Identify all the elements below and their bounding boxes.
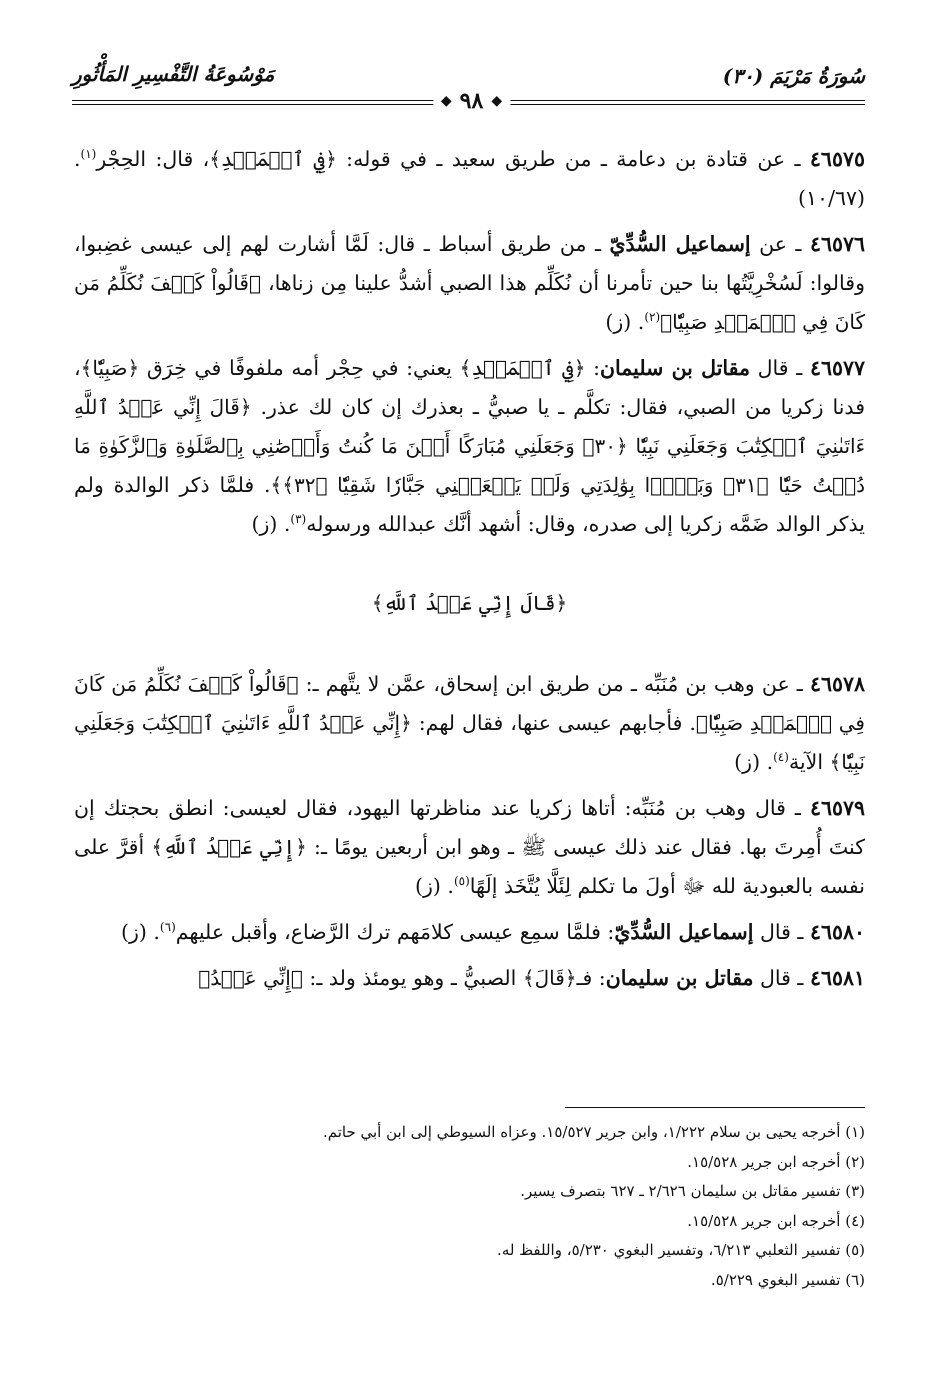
narration-text: ـ قال	[753, 966, 810, 990]
narration-text: : فلمَّا سمِع عيسى كلامَهم ترك الرَّضاع، وأقبل عليهم	[175, 920, 615, 944]
narration-entry	[74, 140, 865, 218]
narration-text: الآية	[788, 750, 830, 774]
narration-text: ـ عن	[750, 232, 810, 256]
narration-text: . (ز)	[251, 512, 291, 536]
footnote: (٤) أخرجه ابن جرير ١٥/٥٢٨.	[687, 1211, 865, 1230]
footnote: (٢) أخرجه ابن جرير ١٥/٥٢٨.	[687, 1152, 865, 1171]
narration-entry	[74, 959, 865, 998]
narration-text: ـ قال	[750, 356, 810, 380]
narrator-name: مقاتل بن سليمان	[605, 966, 754, 990]
main-text	[74, 140, 865, 1005]
narration-text: :	[585, 356, 600, 380]
narration-text: : فـ	[576, 966, 606, 990]
quran-quote: ﴿ صَبِيّٗا ﴾	[81, 356, 140, 380]
quran-quote: ﴿ فِي ٱلۡمَهۡدِ ﴾	[209, 147, 337, 171]
narration-text: يعني: في حِجْر أمه ملفوفًا في خِرَق	[139, 356, 460, 380]
narration-text: ـ عن قتادة بن دعامة ـ من طريق سعيد ـ في قوله:	[336, 147, 810, 171]
narration-number: ٤٦٥٧٥	[809, 147, 865, 171]
narration-number: ٤٦٥٧٩	[809, 796, 865, 820]
page-number: ٩٨	[459, 88, 484, 114]
narration-text: . فلمَّا ذكر الوالدة ولم يذكر الوالد ضَمَّه زكريا إلى صدره، وقال: أشهد أنَّك عبدالله ورسوله	[74, 473, 865, 536]
surah-title: سُورَةُ مَرْيَمَ (٣٠)	[722, 64, 865, 88]
narration-text: الصبيُّ ـ وهو يومئذ ولد ـ:	[302, 966, 523, 990]
footnote-ref[interactable]: (٦)	[159, 920, 176, 935]
section-heading-quote: ﴿ قَالَ إِنِّي عَبۡدُ ٱللَّهِ ﴾	[372, 591, 567, 615]
narrator-name: إسماعيل السُّدِّيّ	[614, 920, 754, 944]
quran-quote: ﴿ إِنِّي عَبۡدُ ٱللَّهِ ﴾	[151, 835, 306, 859]
narration-number: ٤٦٥٨١	[809, 966, 865, 990]
section-heading	[74, 584, 865, 623]
quran-quote: ﴿ فِي ٱلۡمَهۡدِ ﴾	[460, 356, 586, 380]
quran-quote: ﴿ قَالُواْ كَيۡفَ نُكَلِّمُ مَن كَانَ فِي ٱلۡمَهۡدِ صَبِيّٗا ﴾	[74, 672, 865, 735]
narration-text: . (ز)	[734, 750, 774, 774]
footnote-ref[interactable]: (١)	[80, 147, 97, 162]
narration-entry	[74, 913, 865, 952]
narration-entry	[74, 665, 865, 782]
narration-text: ـ من طريق أسباط ـ قال: لَمَّا أشارت لهم إلى عيسى غضِبوا، وقالوا: لَسُخْرِيَّتُها بنا حين تأمرنا أن نُكَلِّم هذا الصبي أشدُّ علينا مِن زناها،	[74, 232, 865, 295]
ornament-icon: ◆	[491, 93, 503, 109]
narration-text: . (١٠/٦٧)	[74, 147, 865, 210]
narration-entry	[74, 225, 865, 342]
quran-quote: ﴿ قَالَ إِنِّي عَبۡدُ ٱللَّهِ ءَاتَىٰنِيَ ٱلۡكِتَٰبَ وَجَعَلَنِي نَبِيّٗا ﴿٣٠﴾ وَجَعَلَنِي مُبَارَكًا أَيۡنَ مَا كُنتُ وَأَوۡصَٰنِي بِٱلصَّلَوٰةِ وَٱلزَّكَوٰةِ مَا دُمۡتُ حَيّٗا ﴿٣١﴾ وَبَرَّۢا بِوَٰلِدَتِي وَلَمۡ يَجۡعَلۡنِي جَبَّارٗا شَقِيّٗا ﴿٣٢﴾ ﴾	[74, 395, 865, 497]
narration-number: ٤٦٥٨٠	[809, 920, 865, 944]
page-number-block	[433, 88, 510, 114]
narration-text: ـ عن وهب بن مُنَبِّه ـ من طريق ابن إسحاق، عمَّن لا يتَّهم ـ:	[298, 672, 810, 696]
narration-text: ـ قال	[753, 920, 810, 944]
narrator-name: مقاتل بن سليمان	[600, 356, 750, 380]
quran-quote: ﴿ قَالُواْ كَيۡفَ نُكَلِّمُ مَن كَانَ فِي ٱلۡمَهۡدِ صَبِيّٗا ﴾	[74, 271, 865, 334]
narration-entry	[74, 789, 865, 906]
narrator-name: إسماعيل السُّدِّيّ	[609, 232, 751, 256]
narration-text: ـ قال وهب بن مُنَبِّه: أتاها زكريا عند مناظرتها اليهود، فقال لعيسى: انطق بحجتك إن كنتَ أُمِرتَ بها. فقال عند ذلك عيسى ﷺ ـ وهو ابن أربعين يومًا ـ:	[74, 796, 866, 859]
narration-text: . (ز)	[120, 920, 160, 944]
footnotes	[74, 1118, 865, 1295]
narration-text: . فأجابهم عيسى عنها، فقال لهم:	[411, 711, 696, 735]
quran-quote: ﴿ قَالَ ﴾	[523, 966, 577, 990]
footnote: (٥) تفسير الثعلبي ٦/٢١٣، وتفسير البغوي ٥/٢٣٠، واللفظ له.	[497, 1241, 865, 1259]
book-title: مَوْسُوعَةُ التَّفْسِيرِ المَأْثُورِ	[72, 62, 275, 86]
narration-text: . (ز)	[605, 310, 645, 334]
footnote-divider	[565, 1107, 865, 1108]
footnote-ref[interactable]: (٤)	[773, 750, 789, 765]
footnote: (٦) تفسير البغوي ٥/٢٢٩.	[710, 1270, 865, 1289]
footnote: (١) أخرجه يحيى بن سلام ١/٢٢٢، وابن جرير ١٥/٥٢٧. وعزاه السيوطي إلى ابن أبي حاتم.	[322, 1123, 865, 1141]
footnote-ref[interactable]: (٣)	[290, 512, 307, 527]
quran-quote: ﴿ إِنِّي عَبۡدُ ﴾	[198, 966, 303, 990]
narration-number: ٤٦٥٧٨	[809, 672, 865, 696]
narration-number: ٤٦٥٧٧	[809, 356, 865, 380]
footnote: (٣) تفسير مقاتل بن سليمان ٢/٦٢٦ ـ ٦٢٧ بتصرف يسير.	[520, 1182, 865, 1200]
narration-text: أقرَّ على نفسه بالعبودية لله ﷻ أولَ ما تكلم لِئَلَّا يُتَّخَذ إلَهًا	[74, 835, 865, 898]
footnote-ref[interactable]: (٥)	[453, 874, 470, 889]
narration-number: ٤٦٥٧٦	[809, 232, 865, 256]
narration-entry	[74, 349, 865, 544]
ornament-icon: ◆	[440, 93, 452, 109]
footnote-ref[interactable]: (٢)	[644, 310, 661, 325]
narration-text: ، فدنا زكريا من الصبي، فقال: تكلَّم ـ يا صبيُّ ـ بعذرك إن كان لك عذر.	[74, 356, 865, 419]
quran-quote: ﴿ إِنِّي عَبۡدُ ٱللَّهِ ءَاتَىٰنِيَ ٱلۡكِتَٰبَ وَجَعَلَنِي نَبِيّٗا ﴾	[74, 711, 865, 774]
narration-text: . (ز)	[415, 874, 454, 898]
narration-text: ، قال: الحِجْر	[96, 147, 210, 171]
